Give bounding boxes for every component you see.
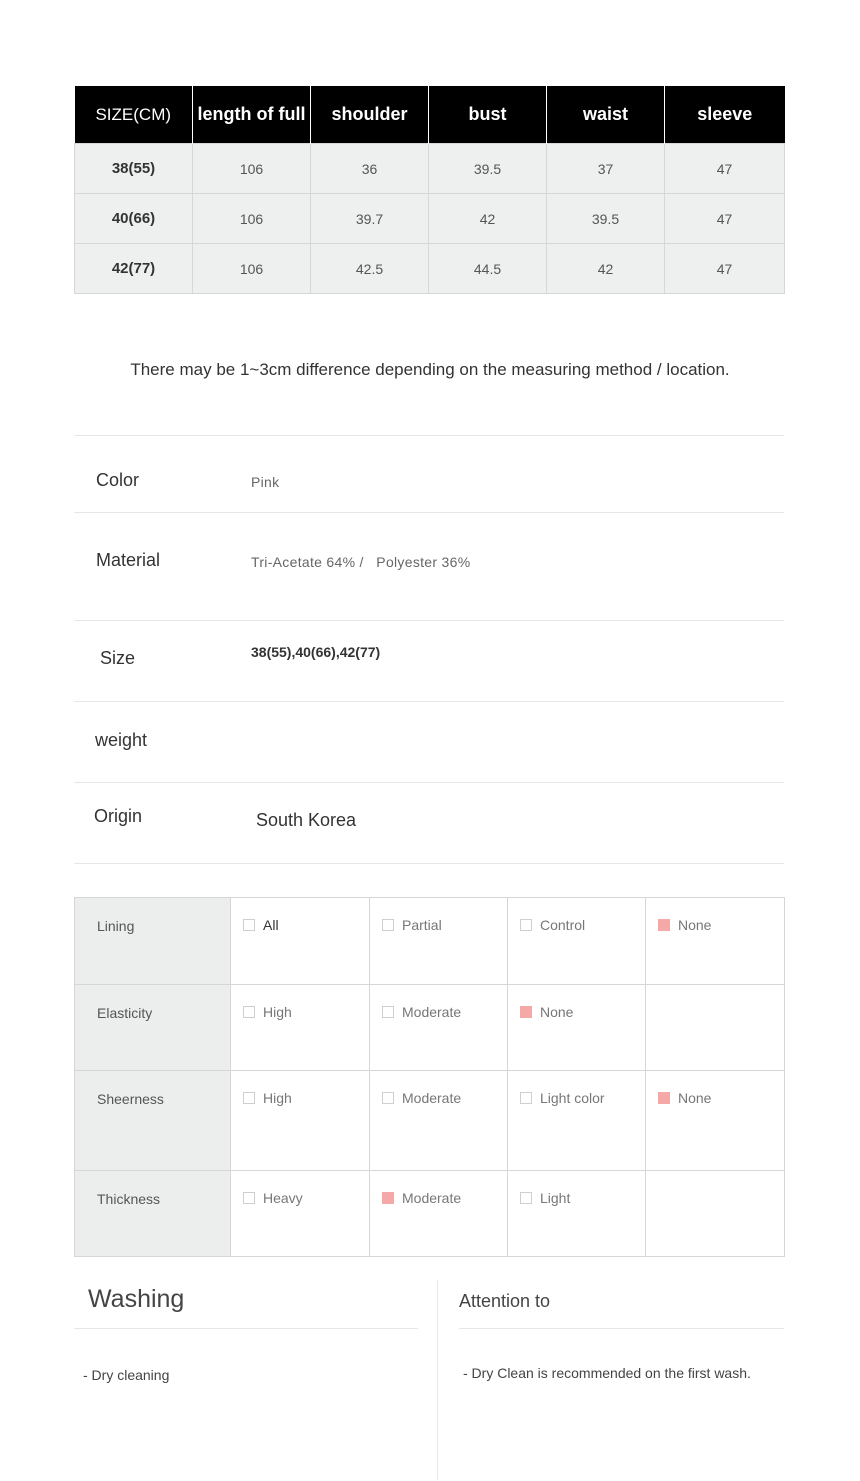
fabric-option — [370, 898, 507, 933]
info-row-color — [74, 436, 784, 513]
fabric-option-label: Light — [540, 1190, 571, 1206]
waist-cell: 39.5 — [547, 194, 665, 244]
washing-title: Washing — [88, 1285, 185, 1313]
fabric-option-label: Control — [540, 917, 586, 933]
fabric-option-label: Moderate — [402, 1190, 462, 1206]
fabric-cell — [231, 985, 370, 1071]
waist-cell: 42 — [547, 244, 665, 294]
checkbox-empty-icon — [243, 1006, 255, 1018]
size-cell: 38(55) — [75, 144, 193, 194]
sleeve-cell: 47 — [665, 144, 785, 194]
fabric-cell — [646, 898, 785, 985]
fabric-option-label: Partial — [402, 917, 442, 933]
fabric-option-label: None — [540, 1004, 574, 1020]
header-shoulder: shoulder — [311, 86, 429, 144]
length-cell: 106 — [193, 144, 311, 194]
product-info — [74, 435, 784, 864]
fabric-row-thickness — [75, 1171, 785, 1257]
fabric-row-elasticity — [75, 985, 785, 1071]
fabric-cell — [370, 985, 508, 1071]
fabric-option — [508, 1171, 645, 1206]
fabric-option-label: Heavy — [263, 1190, 303, 1206]
fabric-option — [370, 1071, 507, 1106]
fabric-cell — [646, 1071, 785, 1171]
checkbox-checked-icon — [382, 1192, 394, 1204]
checkbox-empty-icon — [520, 919, 532, 931]
measurement-note: There may be 1~3cm difference depending on the measuring method / location. — [130, 360, 730, 379]
fabric-cell — [646, 1171, 785, 1257]
fabric-option-label: None — [678, 917, 712, 933]
shoulder-cell: 39.7 — [311, 194, 429, 244]
checkbox-empty-icon — [382, 1092, 394, 1104]
checkbox-checked-icon — [658, 919, 670, 931]
bust-cell: 42 — [429, 194, 547, 244]
fabric-option — [231, 985, 369, 1020]
fabric-cell — [508, 898, 646, 985]
washing-divider — [74, 1328, 418, 1329]
header-bust: bust — [429, 86, 547, 144]
fabric-row-sheerness — [75, 1071, 785, 1171]
fabric-option-label: Light color — [540, 1090, 605, 1106]
attention-text: - Dry Clean is recommended on the first wash. — [463, 1365, 751, 1381]
color-label: Color — [96, 470, 140, 490]
size-table — [74, 86, 785, 294]
size-label: Size — [100, 648, 136, 668]
checkbox-empty-icon — [243, 919, 255, 931]
checkbox-empty-icon — [382, 1006, 394, 1018]
fabric-option — [231, 1171, 369, 1206]
sleeve-cell: 47 — [665, 194, 785, 244]
fabric-cell — [231, 1071, 370, 1171]
length-cell: 106 — [193, 194, 311, 244]
fabric-option-label: All — [263, 917, 279, 933]
checkbox-checked-icon — [658, 1092, 670, 1104]
fabric-option — [646, 1071, 784, 1106]
checkbox-empty-icon — [520, 1192, 532, 1204]
header-size: SIZE(CM) — [75, 86, 193, 144]
fabric-cell — [370, 1171, 508, 1257]
fabric-row-label: Lining — [75, 898, 231, 985]
sleeve-cell: 47 — [665, 244, 785, 294]
table-row — [75, 144, 785, 194]
attention-divider — [459, 1328, 784, 1329]
section-divider — [437, 1280, 438, 1480]
attention-title: Attention to — [459, 1291, 551, 1311]
fabric-option-label: Moderate — [402, 1090, 462, 1106]
fabric-option — [370, 1171, 507, 1206]
fabric-cell — [508, 1071, 646, 1171]
fabric-option — [508, 1071, 645, 1106]
fabric-row-label: Thickness — [75, 1171, 231, 1257]
color-value: Pink — [251, 474, 280, 490]
checkbox-empty-icon — [382, 919, 394, 931]
bust-cell: 39.5 — [429, 144, 547, 194]
fabric-cell — [508, 1171, 646, 1257]
fabric-option-label: High — [263, 1090, 292, 1106]
info-row-weight — [74, 701, 784, 783]
fabric-cell — [508, 985, 646, 1071]
fabric-option — [508, 898, 645, 933]
fabric-option-label: Moderate — [402, 1004, 462, 1020]
origin-label: Origin — [94, 806, 143, 826]
size-cell: 42(77) — [75, 244, 193, 294]
size-cell: 40(66) — [75, 194, 193, 244]
material-label: Material — [96, 550, 161, 570]
fabric-row-label: Elasticity — [75, 985, 231, 1071]
table-row — [75, 194, 785, 244]
header-waist: waist — [547, 86, 665, 144]
fabric-option — [231, 898, 369, 933]
info-row-material — [74, 512, 784, 621]
fabric-option — [646, 898, 784, 933]
checkbox-checked-icon — [520, 1006, 532, 1018]
fabric-option — [231, 1071, 369, 1106]
fabric-option-label: None — [678, 1090, 712, 1106]
fabric-row-label: Sheerness — [75, 1071, 231, 1171]
fabric-option — [370, 985, 507, 1020]
shoulder-cell: 42.5 — [311, 244, 429, 294]
origin-value: South Korea — [256, 810, 357, 830]
fabric-row-lining — [75, 898, 785, 985]
info-row-origin — [74, 782, 784, 864]
bust-cell: 44.5 — [429, 244, 547, 294]
checkbox-empty-icon — [243, 1192, 255, 1204]
fabric-cell — [370, 1071, 508, 1171]
length-cell: 106 — [193, 244, 311, 294]
waist-cell: 37 — [547, 144, 665, 194]
washing-text: - Dry cleaning — [83, 1367, 170, 1383]
checkbox-empty-icon — [520, 1092, 532, 1104]
info-row-size — [74, 620, 784, 702]
size-table-header — [75, 86, 785, 144]
header-length: length of full — [193, 86, 311, 144]
fabric-option-label: High — [263, 1004, 292, 1020]
weight-label: weight — [95, 730, 148, 750]
fabric-cell — [646, 985, 785, 1071]
checkbox-empty-icon — [243, 1092, 255, 1104]
fabric-grid — [74, 897, 785, 1257]
material-value: Tri-Acetate 64% / Polyester 36% — [251, 554, 471, 570]
shoulder-cell: 36 — [311, 144, 429, 194]
fabric-cell — [231, 1171, 370, 1257]
table-row — [75, 244, 785, 294]
header-sleeve: sleeve — [665, 86, 785, 144]
fabric-cell — [370, 898, 508, 985]
size-value: 38(55),40(66),42(77) — [251, 644, 381, 660]
fabric-option — [508, 985, 645, 1020]
fabric-cell — [231, 898, 370, 985]
